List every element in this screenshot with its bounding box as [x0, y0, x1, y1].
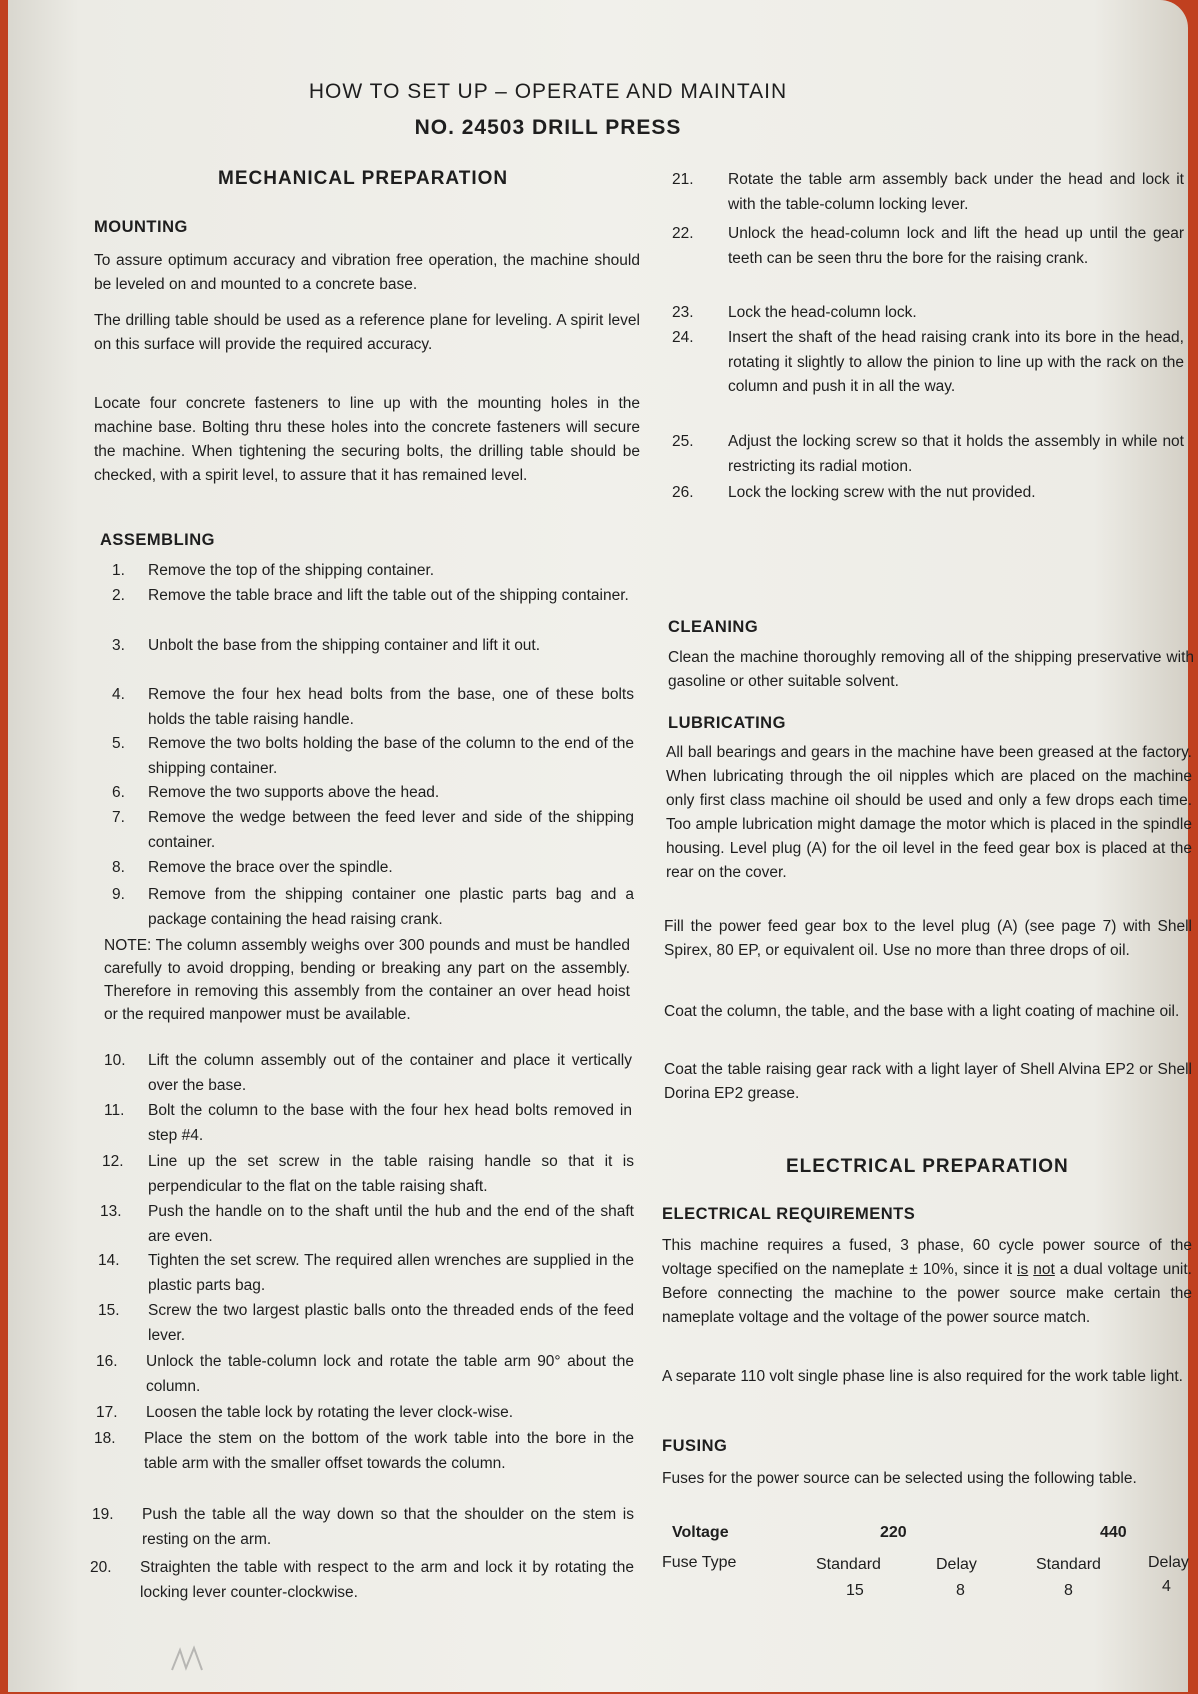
fusing-paragraph: Fuses for the power source can be selected using the following table.: [662, 1470, 1137, 1487]
fuse-value-440-delay: 4: [1162, 1578, 1171, 1595]
fuse-standard-440: Standard: [1036, 1556, 1101, 1573]
fuse-delay-440: Delay: [1148, 1554, 1189, 1571]
assembling-heading: ASSEMBLING: [100, 531, 216, 549]
voltage-220: 220: [880, 1524, 907, 1541]
mounting-paragraph-1: To assure optimum accuracy and vibration free operation, the machine should be leveled on and mounted to a concrete base.: [94, 252, 640, 293]
voltage-label: Voltage: [672, 1524, 729, 1541]
electrical-preparation-heading: ELECTRICAL PREPARATION: [786, 1156, 1069, 1177]
mechanical-preparation-heading: MECHANICAL PREPARATION: [218, 168, 509, 189]
page-title-line1: HOW TO SET UP – OPERATE AND MAINTAIN: [308, 80, 788, 103]
fuse-type-label: Fuse Type: [662, 1554, 737, 1571]
pencil-mark-icon: [168, 1640, 208, 1680]
fuse-value-220-delay: 8: [956, 1582, 965, 1599]
column-weight-note: NOTE: The column assembly weighs over 300 pounds and must be handled carefully to avoid dropping, bending or breaking any part on the assembly. Therefore in removing this assembly from the container an over head hoist or the required manpower must be available.: [104, 937, 630, 1023]
fusing-heading: FUSING: [662, 1437, 728, 1455]
work-light-paragraph: A separate 110 volt single phase line is also required for the work table light.: [662, 1368, 1183, 1385]
cleaning-heading: CLEANING: [668, 618, 759, 636]
lubricating-paragraph-4: Coat the table raising gear rack with a light layer of Shell Alvina EP2 or Shell Dorina EP2 grease.: [664, 1061, 1192, 1102]
mounting-heading: MOUNTING: [94, 218, 188, 236]
manual-page: HOW TO SET UP – OPERATE AND MAINTAIN NO. 24503 DRILL PRESS MECHANICAL PREPARATION MOUNTING To assure optimum accuracy and vibration free operation, the machine should be leveled on and mounted to a concrete base. The drilling table should be used as a reference plane for leveling. A spirit level on this surface will provide the required accuracy. Locate four concrete fasteners to line up with the mounting holes in the machine base. Bolting thru these holes into the concrete fasteners will secure the machine. When tightening the securing bolts, the drilling table should be checked, with a spirit level, to assure that it has remained level. ASSEMBLING 1. Remove the top of the shipping container. 2. Remove the table brace and lift the table out of the shipping container. 3. Unbolt the base from the shipping container and lift it out. 4. Remove the four hex head bolts from the base, one of these bolts holds the table raising handle. 5. Remove the two bolts holding the base of the column to the end of the shipping container. 6. Remove the two supports above the head. 7. Remove the wedge between the feed lever and side of the shipping container. 8. Remove the brace over the spindle. 9. Remove from the shipping container one plastic parts bag and a package containing the head raising crank. NOTE: The column assembly weighs over 300 pounds and must be handled carefully to avoid dropping, bending or breaking any part on the assembly. Therefore in removing this assembly from the container an over head hoist or the required manpower must be available. 10. Lift the column assembly out of the container and place it vertically over the base. 11. Bolt the column to the base with the four hex head bolts removed in step #4. 12. Line up the set screw in the table raising handle so that it is perpendicular to the flat on the table raising shaft. 13. Push the handle on to the shaft until the hub and the end of the shaft are even. 14. Tighten the set screw. The required allen wrenches are supplied in the plastic parts bag. 15. Screw the two largest plastic balls onto the threaded ends of the feed lever. 16. Unlock the table-column lock and rotate the table arm 90° about the column. 17. Loosen the table lock by rotating the lever clock-wise. 18. Place the stem on the bottom of the work table into the bore in the table arm with the smaller offset towards the column. 19. Push the table all the way down so that the shoulder on the stem is resting on the arm. 20. Straighten the table with respect to the arm and lock it by rotating the locking lever counter-clockwise. 21. Rotate the table arm assembly back under the head and lock it with the table-column locking lever. 22. Unlock the head-column lock and lift the head up until the gear teeth can be seen thru the bore for the raising crank. 23. Lock the head-column lock. 24. Insert the shaft of the head raising crank into its bore in the head, rotating it slightly to allow the pinion to line up with the rack on the column and push it in all the way. 25. Adjust the locking screw so that it holds the assembly in while not restricting its radial motion. 26. Lock the locking screw with the nut provided. CLEANING Clean the machine thoroughly removing all of the shipping preservative with gasoline or other suitable solvent. LUBRICATING All ball bearings and gears in the machine have been greased at the factory. When lubricating through the oil nipples which are placed on the machine only first class machine oil should be used and only a few drops each time. Too ample lubrication might damage the motor which is placed in the spindle housing. Level plug (A) for the oil level in the feed gear box is placed at the rear on the cover. Fill the power feed gear box to the level plug (A) (see page 7) with Shell Spirex, 80 EP, or equivalent oil. Use no more than three drops of oil. Coat the column, the table, and the base with a light coating of machine oil. Coat the table raising gear rack with a light layer of Shell Alvina EP2 or Shell Dorina EP2 grease. ELECTRICAL PREPARATION ELECTRICAL REQUIREMENTS This machine requires a fused, 3 phase, 60 cycle power source of the voltage specified on the nameplate ± 10%, since it is not a dual voltage unit. Before connecting the machine to the power source make certain the nameplate voltage and the voltage of the power source match. A separate 110 volt single phase line is also required for the work table light. FUSING Fuses for the power source can be selected using the following table. Voltage 220 440 Fuse Type Standard Delay Standard Delay 15 8 8 4: [8, 0, 1188, 1692]
electrical-requirements-paragraph: This machine requires a fused, 3 phase, 60 cycle power source of the voltage specified on the nameplate ± 10%, since it is not a dual voltage unit. Before connecting the machine to the power source make certain the nameplate voltage and the voltage of the power source match.: [662, 1237, 1192, 1326]
lubricating-heading: LUBRICATING: [668, 714, 786, 732]
electrical-requirements-heading: ELECTRICAL REQUIREMENTS: [662, 1205, 916, 1223]
fuse-delay-220: Delay: [936, 1556, 977, 1573]
cleaning-paragraph: Clean the machine thoroughly removing all of the shipping preservative with gasoline or other suitable solvent.: [668, 649, 1194, 690]
page-title-line2: NO. 24503 DRILL PRESS: [414, 116, 682, 139]
voltage-440: 440: [1100, 1524, 1127, 1541]
lubricating-paragraph-1: All ball bearings and gears in the machine have been greased at the factory. When lubricating through the oil nipples which are placed on the machine only first class machine oil should be used and only a few drops each time. Too ample lubrication might damage the motor which is placed in the spindle housing. Level plug (A) for the oil level in the feed gear box is placed at the rear on the cover.: [666, 744, 1192, 881]
mounting-paragraph-2: The drilling table should be used as a reference plane for leveling. A spirit level on this surface will provide the required accuracy.: [94, 312, 640, 353]
lubricating-paragraph-2: Fill the power feed gear box to the level plug (A) (see page 7) with Shell Spirex, 80 EP, or equivalent oil. Use no more than three drops of oil.: [664, 918, 1192, 959]
fuse-value-440-standard: 8: [1064, 1582, 1073, 1599]
lubricating-paragraph-3: Coat the column, the table, and the base with a light coating of machine oil.: [664, 1003, 1180, 1020]
fuse-standard-220: Standard: [816, 1556, 881, 1573]
fuse-table: [662, 1518, 1192, 1599]
fuse-value-220-standard: 15: [846, 1582, 864, 1599]
mounting-paragraph-3: Locate four concrete fasteners to line up with the mounting holes in the machine base. Bolting thru these holes into the concrete fasteners will secure the machine. When tightening the securing bolts, the drilling table should be checked, with a spirit level, to assure that it has remained level.: [94, 395, 640, 484]
